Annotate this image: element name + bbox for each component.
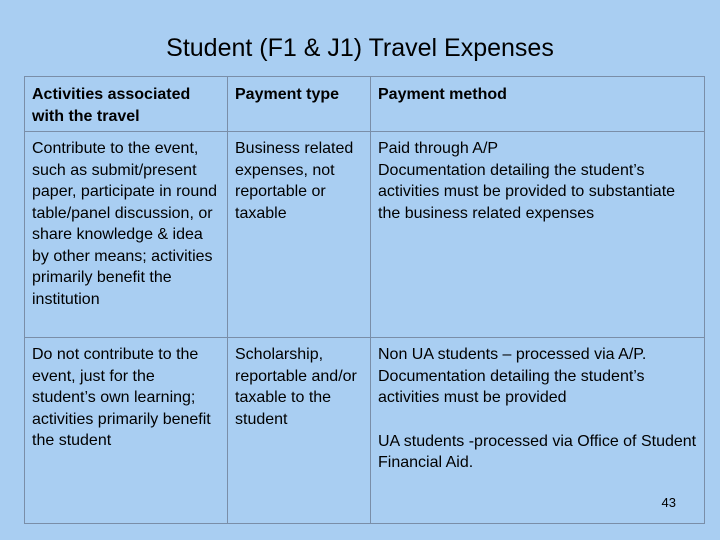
payment-method-cell — [371, 132, 705, 338]
header-activities: Activities associated with the travel — [25, 77, 228, 132]
payment-method-line: UA students -processed via Office of Student Financial Aid. — [378, 432, 697, 471]
payment-method-line: Non UA students – processed via A/P. Documentation detailing the student’s activities must be provided — [378, 346, 647, 406]
payment-type-cell: Scholarship, reportable and/or taxable to the student — [228, 338, 371, 524]
page-number: 43 — [661, 495, 676, 510]
expenses-table — [24, 76, 705, 524]
payment-method-cell — [371, 338, 705, 524]
payment-method-line: Documentation detailing the student’s activities must be provided to substantiate the business related expenses — [378, 161, 676, 222]
table-header-row — [25, 77, 705, 132]
table-row — [25, 132, 705, 338]
header-payment-method: Payment method — [371, 77, 705, 132]
slide-title: Student (F1 & J1) Travel Expenses — [166, 34, 554, 62]
payment-method-line: Paid through A/P — [378, 140, 499, 157]
header-payment-type: Payment type — [228, 77, 371, 132]
payment-type-cell: Business related expenses, not reportable or taxable — [228, 132, 371, 338]
table-row — [25, 338, 705, 524]
activity-cell: Do not contribute to the event, just for the student’s own learning; activities primarily benefit the student — [25, 338, 228, 524]
activity-cell: Contribute to the event, such as submit/present paper, participate in round table/panel discussion, or share knowledge & idea by other means; activities primarily benefit the institution — [25, 132, 228, 338]
